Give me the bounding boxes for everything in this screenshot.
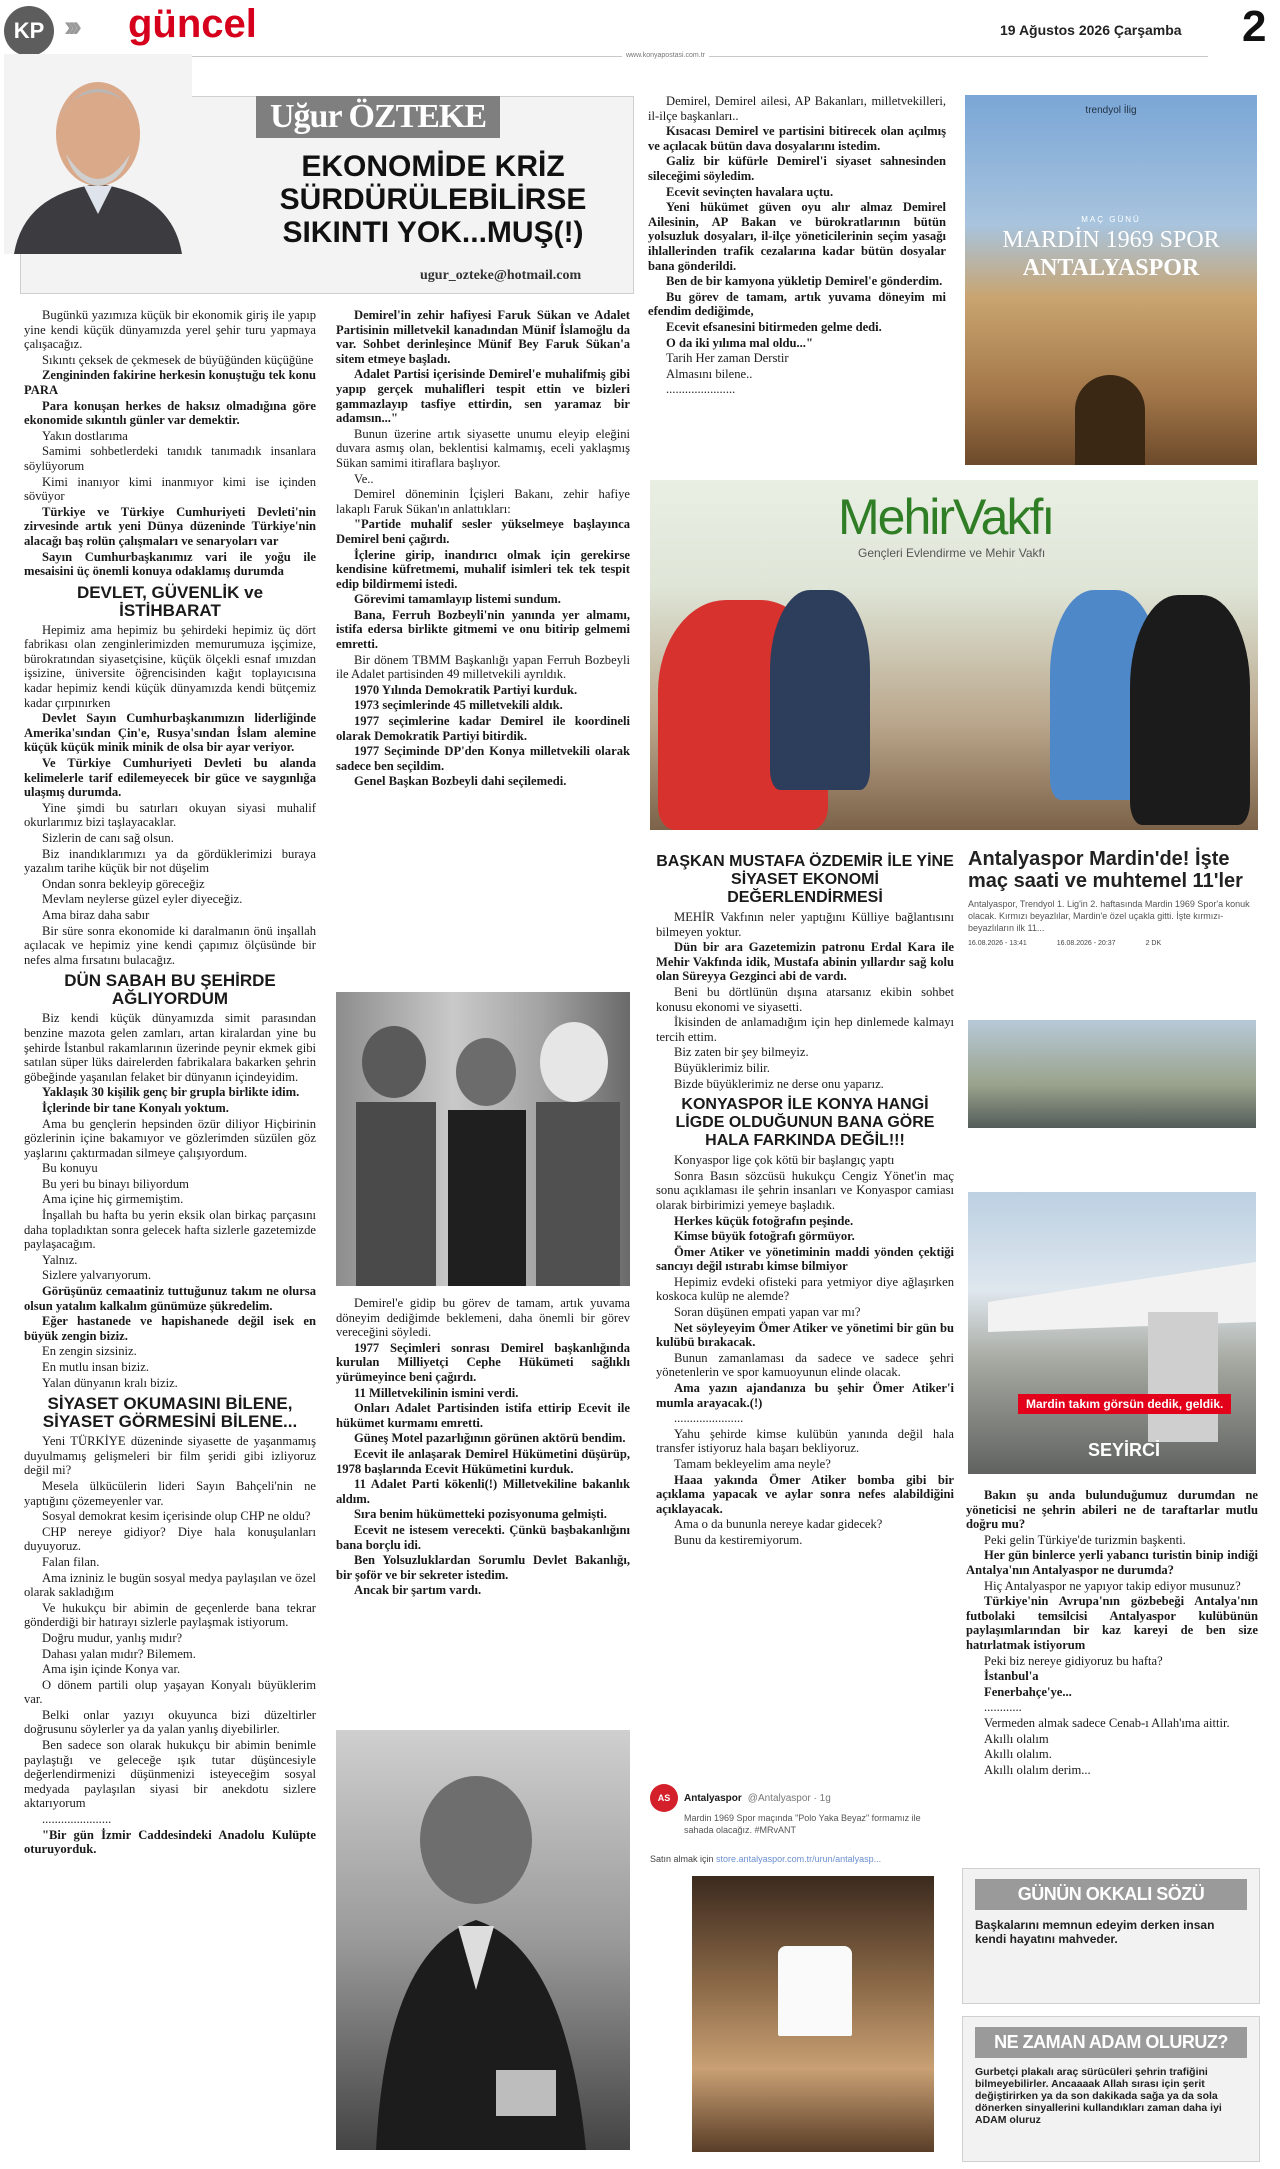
columnist-name: Uğur ÖZTEKE <box>256 96 500 138</box>
website-url: www.konyapostasi.com.tr <box>622 52 709 59</box>
paragraph: Akıllı olalım <box>984 1731 1049 1746</box>
paragraph: En mutlu insan biziz. <box>42 1360 150 1374</box>
poster-arch <box>1075 375 1145 465</box>
paragraph: Ben de bir kamyona yükletip Demirel'e gönderdim. <box>666 274 943 289</box>
poster-brand: trendyol İlig <box>1085 105 1137 116</box>
quote-box-title: GÜNÜN OKKALI SÖZÜ <box>975 1879 1247 1910</box>
article-column-2 <box>336 308 630 790</box>
paragraph: Bunun zamanlaması da sadece ve sadece şehri yönetenlerin ve spor kamuoyunun elinde olacak. <box>656 1350 954 1380</box>
paragraph: Demirel'e gidip bu görev de tamam, artık yuvama döneyim dediğimde beklemeni, daha önemli bir görev vereceğini söyledi. <box>336 1296 630 1340</box>
social-post-text: Mardin 1969 Spor maçında "Polo Yaka Beyaz" formamız ile sahada olacağız. #MRvANT <box>684 1813 921 1835</box>
airport-sign: SEYİRCİ <box>1088 1440 1161 1460</box>
paragraph: Dahası yalan mıdır? Bilemem. <box>42 1646 196 1661</box>
paragraph: Ama bu gençlerin hepsinden özür diliyor Hiçbirinin gözlerinin içine bakamıyor ve gözlerimden süzülen göz yaşlarını çaktırmadan silmeye çalışıyordum. <box>24 1116 316 1160</box>
paragraph: Ve.. <box>354 471 374 486</box>
paragraph: Bir süre sonra ekonomide ki daralmanın önü inşallah açılacak ve hepimiz yine kendi çapımız ölçüsünde bir nefes alma fırsatını bulacağız. <box>24 923 316 967</box>
paragraph: Biz zaten bir şey bilmeyiz. <box>674 1045 809 1060</box>
paragraph: O da iki yılıma mal oldu..." <box>666 335 813 350</box>
paragraph: Ecevit efsanesini bitirmeden gelme dedi. <box>666 319 882 334</box>
paragraph: 11 Adalet Parti kökenli(!) Milletvekiline bakanlık aldım. <box>336 1477 630 1506</box>
paragraph: İçlerine girip, inandırıcı olmak için gerekirse kendisine küfretmemi, muhalif isimleri tek tek tespit edip bildirmemi istedi. <box>336 547 630 591</box>
airport-crowd-photo <box>968 1020 1256 1128</box>
paragraph: 1977 Seçimleri sonrası Demirel başkanlığında kurulan Milliyetçi Cephe Hükümeti sağlıklı yürümeyince beni çağırdı. <box>336 1340 630 1384</box>
paragraph: Demirel'in zehir hafiyesi Faruk Sükan ve Adalet Partisinin milletvekil kanadından Münif İslamoğlu da var. Sohbet derinleşince Münif Bey Faruk Sükan'a sitem etmeye başladı. <box>336 308 630 366</box>
paragraph: Yeni TÜRKİYE düzeninde siyasette de yaşanmamış duyulmamış gelişmeleri bir film şeridi gibi izliyoruz değil mi? <box>24 1434 316 1478</box>
social-post-header <box>650 1784 940 1812</box>
paragraph: Sosyal demokrat kesim içerisinde olup CHP ne oldu? <box>42 1509 311 1524</box>
section-heading: DÜN SABAH BU ŞEHİRDE AĞLIYORDUM <box>64 971 276 1009</box>
paragraph: "Partide muhalif sesler yükselmeye başlayınca Demirel beni çağırdı. <box>336 517 630 546</box>
note-box <box>962 2016 1260 2162</box>
paragraph: Zengininden fakirine herkesin konuştuğu tek konu PARA <box>24 368 316 397</box>
paragraph: Yeni hükümet güven oyu alır almaz Demirel Ailesinin, AP Bakan ve bürokratlarının bütün yolsuzluk dosyaları, il-ilçe yöneticilerinin seçim yasağı ihlallerinden trafik cezalarına kadar bütün dosyalar bana gönderildi. <box>648 200 946 273</box>
article-column-2-continued <box>336 1296 630 1599</box>
news-read-time: 2 DK <box>1145 940 1162 947</box>
note-box-text: Gurbetçi plakalı araç sürücüleri şehrin trafiğini bilmeyebilirler. Ancaaaak Allah sırası için şerit değiştirirken ya da son dakikada sağa ya da sola dönerken sinyallerini kullandıkları zaman daha iyi ADAM oluruz <box>975 2066 1222 2126</box>
paragraph: Yine şimdi bu satırları okuyan siyasi muhalif okurlarımız bizi taşlayacaklar. <box>24 800 316 830</box>
paragraph: O dönem partili olup yaşayan Konyalı büyüklerim var. <box>24 1677 316 1707</box>
paragraph: Mesela ülkücülerin lideri Sayın Bahçeli'nin ne yaptığını çözemeyenler var. <box>24 1478 316 1508</box>
paragraph: Bana, Ferruh Bozbeyli'nin yanında yer almamı, istifa edersa birlikte gitmemi ve onu bitirip gelmemi emretti. <box>336 607 630 652</box>
poster-team-away: ANTALYASPOR <box>1022 255 1200 281</box>
article-column-3 <box>648 94 946 398</box>
poster-team-home: MARDİN 1969 SPOR <box>1002 227 1220 253</box>
paragraph: MEHİR Vakfının neler yaptığını Külliye bağlantısını bilmeyen yoktur. <box>656 910 954 939</box>
paragraph: Ecevit ile anlaşarak Demirel Hükümetini düşürüp, 1978 başlarında Ecevit Hükümetini kurduk. <box>336 1446 630 1476</box>
paragraph: Genel Başkan Bozbeyli dahi seçilemedi. <box>354 774 567 789</box>
social-post[interactable] <box>650 1784 940 1864</box>
paragraph: Para konuşan herkes de haksız olmadığına göre ekonomide sıkıntılı günler var demektir. <box>24 398 316 428</box>
paragraph: Mevlam neylerse güzel eyler diyeceğiz. <box>42 892 243 907</box>
mehir-logo-b: Vakfı <box>953 489 1054 545</box>
club-logo-icon: AS <box>650 1784 678 1812</box>
paragraph: ...................... <box>42 1812 112 1827</box>
article-column-1 <box>24 308 316 1858</box>
paragraph: Sıra benim hükümetteki pozisyonuma gelmişti. <box>354 1507 607 1522</box>
paragraph: Bizde büyüklerimiz ne derse onu yaparız. <box>674 1076 884 1091</box>
mehir-logo <box>838 488 1053 546</box>
paragraph: Bu yeri bu binayı biliyordum <box>42 1176 189 1191</box>
paragraph: Vermeden almak sadece Cenab-ı Allah'ıma aittir. <box>984 1715 1230 1730</box>
paragraph: Ondan sonra bekleyip göreceğiz <box>42 876 205 891</box>
paragraph: Peki biz nereye gidiyoruz bu hafta? <box>984 1653 1163 1668</box>
section-heading: SİYASET OKUMASINI BİLENE, SİYASET GÖRMESİNİ BİLENE... <box>42 1394 298 1432</box>
paragraph: Ama izniniz le bugün sosyal medya paylaşılan ve özel olarak sakladığım <box>24 1570 316 1600</box>
section-heading: DEVLET, GÜVENLİK ve İSTİHBARAT <box>76 582 264 620</box>
paragraph: Yalnız. <box>42 1252 78 1267</box>
column-headline: EKONOMİDE KRİZ SÜRDÜRÜLEBİLİRSE SIKINTI YOK...MUŞ(!) <box>279 150 587 249</box>
paragraph: 11 Milletvekilinin ismini verdi. <box>354 1385 519 1400</box>
paragraph: Bunu da kestiremiyorum. <box>674 1532 803 1547</box>
mehir-subtitle: Gençleri Evlendirme ve Mehir Vakfı <box>858 546 1046 560</box>
section-heading: BAŞKAN MUSTAFA ÖZDEMİR İLE YİNE SİYASET EKONOMİ DEĞERLENDİRMESİ <box>656 853 954 906</box>
paragraph: CHP nereye gidiyor? Diye hala konuşulanları duyuyoruz. <box>24 1524 316 1554</box>
columnist-email: ugur_ozteke@hotmail.com <box>420 268 582 283</box>
social-link-label: Satın almak için <box>650 1854 714 1864</box>
paragraph: Büyüklerimiz bilir. <box>674 1060 770 1075</box>
paragraph: Bir dönem TBMM Başkanlığı yapan Ferruh Bozbeyli ile Adalet partisinden 49 milletvekili ayrıldık. <box>336 652 630 682</box>
paragraph: İçlerinde bir tane Konyalı yoktum. <box>42 1100 229 1115</box>
paragraph: Biz kendi küçük dünyamızda simit parasından benzine mazota gelen zamları, artan kiralardan yine bu şehirde İstanbul rakamlarının üzerinde peynir ekmek gibi satılan süper lüks dairelerden fabrikalara bakarken şehrin göbeğinde yaşanılan felaket bir dünyanın içindeyidim. <box>24 1011 316 1084</box>
paragraph: Görüşünüz cemaatiniz tuttuğunuz takım ne olursa olsun yatalım kalkalım günümüze şükredelim. <box>24 1284 316 1313</box>
paragraph: En zengin sizsiniz. <box>42 1344 137 1359</box>
article-column-3-continued <box>656 848 954 1549</box>
paragraph: 1973 seçimlerinde 45 milletvekili aldık. <box>354 698 563 713</box>
paragraph: İkisinden de anlamadığım için hep dinlemede kalmayı tercih ettim. <box>656 1015 954 1044</box>
paragraph: Yalan dünyanın kralı biziz. <box>42 1375 178 1390</box>
paragraph: Ben sadece son olarak hukukçu bir abimin benimle paylaştığı ve geleceğe ışık tutar düşüncesiyle değerlendirmenizi düşünmenizi isteyeceğim sosyal medyada paylaşılan siyasi bir anekdotu sizlere aktarıyorum <box>24 1738 316 1811</box>
paragraph: ............ <box>984 1700 1022 1715</box>
paragraph: Ecevit sevinçten havalara uçtu. <box>666 184 834 199</box>
news-title[interactable]: Antalyaspor Mardin'de! İşte maç saati ve muhtemel 11'ler <box>968 848 1243 892</box>
paragraph: Eğer hastanede ve hapishanede değil isek en büyük zengin biziz. <box>24 1314 316 1343</box>
news-meta <box>968 940 1260 947</box>
paragraph: Ama yazın ajandanıza bu şehir Ömer Atiker'i mumla arayacak.(!) <box>656 1381 954 1410</box>
paragraph: Demirel döneminin İçişleri Bakanı, zehir hafiye lakaplı Faruk Sükan'ın anlattıkları: <box>336 487 630 516</box>
paragraph: Ömer Atiker ve yönetiminin maddi yönden çektiği sancıyı değil ıstırabı kimse bilmiyor <box>656 1244 954 1274</box>
paragraph: Bugünkü yazımıza küçük bir ekonomik giriş ile yapıp yine kendi küçük dünyamızda yerel şehir turu yapmaya çalışacağız. <box>24 308 316 352</box>
paragraph: Onları Adalet Partisinden istifa ettirip Ecevit ile hükümet kurmamı emretti. <box>336 1401 630 1430</box>
paragraph: Ancak bir şartım vardı. <box>354 1583 482 1598</box>
mehir-foundation-photo <box>650 480 1258 830</box>
author-portrait <box>4 54 192 254</box>
news-card[interactable] <box>968 848 1260 947</box>
section-heading: KONYASPOR İLE KONYA HANGİ LİGDE OLDUĞUNUN BANA GÖRE HALA FARKINDA DEĞİL!!! <box>675 1096 935 1150</box>
paragraph: Her gün binlerce yerli yabancı turistin binip indiği Antalya'nın Antalyaspor ne durumda? <box>966 1548 1258 1577</box>
paragraph: Bakın şu anda bulunduğumuz durumdan ne yöneticisi ne şehrin abileri ne de taraftarlar mutlu doğru mu? <box>966 1488 1258 1532</box>
paragraph: "Bir gün İzmir Caddesindeki Anadolu Kulüpte oturuyorduk. <box>24 1827 316 1857</box>
paragraph: Ben Yolsuzluklardan Sorumlu Devlet Bakanlığı, bir şoför ve bir sekreter istedim. <box>336 1553 630 1582</box>
paragraph: Herkes küçük fotoğrafın peşinde. <box>674 1213 854 1228</box>
paragraph: Sıkıntı çeksek de çekmesek de büyüğünden küçüğüne <box>42 352 314 367</box>
paragraph: Biz inandıklarımızı ya da gördüklerimizi buraya yazalım tarihe küçük bir not düşelim <box>24 846 316 876</box>
paragraph: Galiz bir küfürle Demirel'i siyaset sahnesinden sileceğimi söyledim. <box>648 154 946 183</box>
paragraph: Ama o da bununla nereye kadar gidecek? <box>674 1517 883 1532</box>
paragraph: Konyaspor lige çok kötü bir başlangıç yaptı <box>674 1153 895 1168</box>
issue-date: 19 Ağustos 2026 Çarşamba <box>1000 22 1182 38</box>
person-2 <box>770 590 870 790</box>
paragraph: Türkiye'nin Avrupa'nın gözbebeği Antalya'nın futbolaki temsilcisi Antalyaspor kulübünün paylaşımlarından bir kaz kareyi de ben size hatırlatmak istiyorum <box>966 1594 1258 1652</box>
airport-caption: Mardin takım görsün dedik, geldik. <box>1018 1394 1231 1414</box>
paragraph: Ve hukukçu bir abimin de geçenlerde bana tekrar gönderdiği bir hatırayı sizlerle paylaşmak istiyorum. <box>24 1600 316 1630</box>
paragraph: Kısacası Demirel ve partisini bitirecek olan açılmış ve açılacak bütün dava dosyalarını istedim. <box>648 124 946 153</box>
paragraph: Bu görev de tamam, artık yuvama döneyim mi efendim dediğimde, <box>648 289 946 319</box>
paragraph: Ve Türkiye Cumhuriyeti Devleti bu alanda kelimelerle tarif edilemeyecek bir güce ve saygınlığa ulaşmış durumda. <box>24 756 316 800</box>
paragraph: Akıllı olalım derim... <box>984 1762 1091 1777</box>
paragraph: ...................... <box>666 382 736 397</box>
paragraph: Hepimiz ama hepimiz bu şehirdeki hepimiz üç dört fabrikası olan zenginlerimizden memurumuza işçimize, bürokratından siyasetçisine, küçük ölçekli esnaf ımızdan işsizine, üniversite öğrencisinden kağıt toplayıcısına kadar hepimiz kendi küçük dünyamızda kendi bütçemiz kadar çırpınırken <box>24 622 316 710</box>
quote-box-text: Başkalarını memnun edeyim derken insan kendi hayatını mahveder. <box>975 1918 1215 1946</box>
quote-box <box>962 1868 1260 2004</box>
paragraph: Almasını bilene.. <box>666 366 753 381</box>
paragraph: Demirel, Demirel ailesi, AP Bakanları, milletvekilleri, il-ilçe başkanları.. <box>648 94 946 123</box>
paragraph: Bunun üzerine artık siyasette unumu eleyip eleğini duvara asmış olan, beklentisi kalmamış, eceli yaklaşmış Sükan samimi itiraflara başlıyor. <box>336 426 630 470</box>
news-published: 16.08.2026 - 13:41 <box>968 940 1027 947</box>
paragraph: Belki onlar yazıyı okuyunca bizi düzeltirler doğrusunu söylerler ya da yalan yanlış diyebilirler. <box>24 1707 316 1737</box>
airport-plane-photo <box>968 1192 1256 1474</box>
paragraph: Türkiye ve Türkiye Cumhuriyeti Devleti'nin zirvesinde artık yeni Dünya düzeninde Türkiye'nin alacağı baş rolün çalışmaları ve senaryoları var <box>24 504 316 548</box>
paragraph: Hiç Antalyaspor ne yapıyor takip ediyor musunuz? <box>984 1578 1241 1593</box>
paragraph: Güneş Motel pazarlığının görünen aktörü bendim. <box>354 1431 626 1446</box>
paragraph: Samimi sohbetlerdeki tanıdık tanımadık insanlara söylüyorum <box>24 444 316 473</box>
paragraph: Dün bir ara Gazetemizin patronu Erdal Kara ile Mehir Vakfında idik, Mustafa abinin yıllardır sağ kolu olan Süreyya Gezginci abi de vardı. <box>656 940 954 984</box>
chevron-icon: ››› <box>64 10 76 43</box>
paragraph: Haaa yakında Ömer Atiker bomba gibi bir açıklama yapacak ve aylar sonra nefes alabildiğini açıklayacak. <box>656 1472 954 1516</box>
paragraph: Adalet Partisi içerisinde Demirel'e muhalifmiş gibi yapıp gerçek muhalifleri tespit ettin ve bizleri gammazlayıp tasfiye ettirdin, sen yaramaz bir adamsın..." <box>336 367 630 426</box>
paragraph: Bu konuyu <box>42 1161 98 1176</box>
paragraph: Peki gelin Türkiye'de turizmin başkenti. <box>984 1532 1186 1547</box>
paragraph: ...................... <box>674 1411 744 1426</box>
social-account: Antalyaspor <box>684 1792 742 1804</box>
person-4 <box>1130 595 1250 825</box>
archive-portrait-photo <box>336 1730 630 2150</box>
paragraph: Sonra Basın sözcüsü hukukçu Cengiz Yönet'in maç sonu açıklaması ile şehrin insanları ve Konyaspor camiası olarak birbirimizi yemeye başladık. <box>656 1168 954 1212</box>
mehir-logo-a: Mehir <box>838 489 954 545</box>
paragraph: 1977 Seçiminde DP'den Konya milletvekili olarak sadece ben seçildim. <box>336 744 630 773</box>
paragraph: Ecevit ne istesem verecekti. Çünkü başbakanlığını bana borçlu idi. <box>336 1522 630 1552</box>
paragraph: Ama işin içinde Konya var. <box>42 1662 181 1677</box>
paragraph: Yahu şehirde kimse kulübün yanında değil hala transfer istiyoruz hala başarı bekliyoruz. <box>656 1426 954 1456</box>
paragraph: Devlet Sayın Cumhurbaşkanımızın liderliğinde Amerika'sından Çin'e, Rusya'sından İslam alemine küçük küçük minik minik de olsa bir ayar veriyor. <box>24 711 316 755</box>
paragraph: Sizlerin de canı sağ olsun. <box>42 831 174 845</box>
social-post-link-line <box>650 1854 940 1864</box>
paragraph: Beni bu dörtlünün dışına atarsanız ekibin sohbet konusu ekonomi ve siyasetti. <box>656 984 954 1014</box>
section-title: güncel <box>128 2 257 46</box>
paragraph: Net söyleyeyim Ömer Atiker ve yönetimi bir gün bu kulübü bırakacak. <box>656 1320 954 1350</box>
paragraph: Ama içine hiç girmemiştim. <box>42 1192 184 1207</box>
paragraph: İstanbul'a <box>984 1669 1039 1684</box>
news-description: Antalyaspor, Trendyol 1. Lig'in 2. haftasında Mardin 1969 Spor'a konuk olacak. Kırmızı beyazlılar, Mardin'e özel uçakla gitti. İşte kırmızı-beyazlıların ilk 11... <box>968 899 1250 933</box>
news-updated: 16.08.2026 - 20:37 <box>1056 940 1116 947</box>
page-header <box>0 0 1280 62</box>
paragraph: İnşallah bu hafta bu yerin eksik olan birkaç parçasını daha topladıktan sonra gelecek hafta sizlerle gazetemizde paylaşacağım. <box>24 1208 316 1252</box>
note-box-title: NE ZAMAN ADAM OLURUZ? <box>975 2027 1247 2058</box>
paragraph: Yakın dostlarıma <box>42 428 128 443</box>
paragraph: Görevimi tamamlayıp listemi sundum. <box>354 592 561 607</box>
paragraph: Fenerbahçe'ye... <box>984 1684 1072 1699</box>
poster-matchday: MAÇ GÜNÜ <box>1081 215 1141 224</box>
paragraph: Doğru mudur, yanlış mıdır? <box>42 1630 183 1645</box>
paragraph: Tarih Her zaman Derstir <box>666 351 789 366</box>
paragraph: Soran düşünen empati yapan var mı? <box>674 1305 861 1320</box>
page-number: 2 <box>1242 2 1267 51</box>
social-link[interactable]: store.antalyaspor.com.tr/urun/antalyasp... <box>716 1854 882 1864</box>
archive-photo-group <box>336 992 630 1286</box>
paragraph: Sizlere yalvarıyorum. <box>42 1268 152 1283</box>
paragraph: Kimi inanıyor kimi inanmıyor kimi ise içinden sövüyor <box>24 474 316 504</box>
paragraph: Akıllı olalım. <box>984 1747 1052 1762</box>
paragraph: Falan filan. <box>42 1554 100 1569</box>
article-column-4 <box>966 1488 1258 1778</box>
paragraph: 1970 Yılında Demokratik Partiyi kurduk. <box>354 682 578 697</box>
paragraph: Yaklaşık 30 kişilik genç bir grupla birlikte idim. <box>42 1085 300 1100</box>
paragraph: Tamam bekleyelim ama neyle? <box>674 1457 831 1471</box>
match-poster <box>965 95 1257 465</box>
paragraph: 1977 seçimlerine kadar Demirel ile koordineli olarak Demokratik Partiyi bitirdik. <box>336 714 630 743</box>
jersey-photo <box>692 1876 934 2152</box>
paragraph: Ama biraz daha sabır <box>42 907 150 922</box>
paragraph: Hepimiz evdeki ofisteki para yetmiyor diye ağlaşırken koskoca kulüp ne alemde? <box>656 1274 954 1304</box>
paragraph: Sayın Cumhurbaşkanımız vari ile yoğu ile mesaisini üç önemli konuya odaklamış durumda <box>24 549 316 579</box>
social-handle: @Antalyaspor · 1g <box>747 1792 831 1804</box>
newspaper-logo: KP <box>4 6 54 56</box>
jersey-shape <box>778 1946 852 2036</box>
paragraph: Kimse büyük fotoğrafı görmüyor. <box>674 1229 855 1244</box>
